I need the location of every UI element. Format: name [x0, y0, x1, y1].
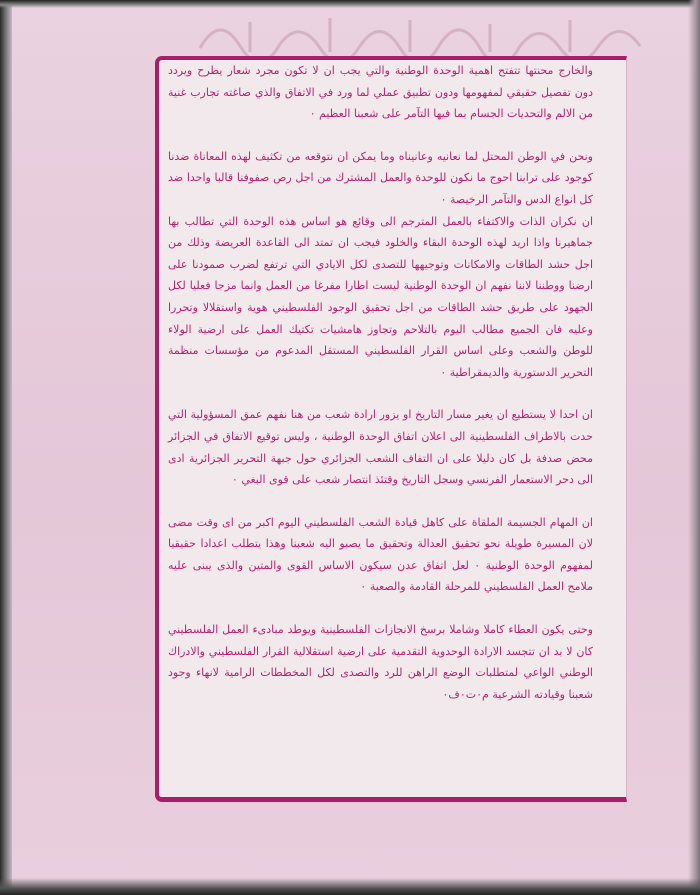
scan-bottom-edge — [0, 878, 700, 895]
article-paragraph-6: وحتى يكون العطاء كاملا وشاملا برسخ الانجازات الفلسطينية ويوطد مبادىء العمل الفلسطيني كان لا بد ان تتجسد الارادة الوحدوية التقدمية على ارضية استقلالية القرار الفلسطيني والادراك الوطني الواعي لمتطلبات الوضع الراهن للرد والتصدى لكل المخططات الرامية لانهاء وجود شعبنا وقيادته الشرعية م٠ت٠ف٠ — [168, 623, 593, 701]
article-paragraph-5: ان المهام الجسيمة الملقاة على كاهل قيادة الشعب الفلسطيني اليوم اكبر من اى وقت مضى لان المسيرة طويلة نحو تحقيق العدالة وتحقيق ما يصبو اليه شعبنا وهذا يتطلب اعدادا حقيقيا لمفهوم الوحدة الوطنية ٠ لعل اتفاق عدن سيكون الاساس القوى والمتين والذى يبنى عليه ملامح العمل الفلسطيني للمرحلة القادمة والصعبة ٠ — [168, 515, 594, 594]
paragraph-spacer — [168, 491, 593, 512]
article-paragraph-2: ونحن في الوطن المحتل لما نعانيه وعانيناه وما يمكن ان نتوقعه من تكثيف لهذه المعاناة ضدنا كوجود على ترابنا احوج ما نكون للوحدة والعمل المشترك من اجل رص صفوفنا قالبا واحدا ضد كل انواع الدس والتآمر الرخيصة ٠ — [168, 149, 593, 206]
article-paragraph-1: والخارج محنتها تتفتح اهمية الوحدة الوطنية والتي يجب ان لا تكون مجرد شعار يطرح ويردد دون تفصيل حقيقي لمفهومها ودون تطبيق عملي لما ورد في الاتفاق والذي صاغته تجارب غنية من الالم والتحديات الجسام بما فيها التآمر على شعبنا العظيم ٠ — [168, 64, 593, 121]
article-body — [168, 60, 593, 795]
paragraph-spacer — [168, 125, 593, 146]
paragraph-spacer — [168, 598, 593, 619]
article-paragraph-3: ان نكران الذات والاكتفاء بالعمل المترجم الى وقائع هو اساس هذه الوحدة التي تطالب بها جماهيرنا واذا اريد لهذه الوحدة البقاء والخلود فيجب ان تمتد الى القاعدة العريضة وذلك من اجل حشد الطاقات والامكانات وتوجيهها للتصدى لكل الايادي التي ترتفع لضرب صمودنا على ارضنا ووطننا لاننا نفهم ان الوحدة الوطنية ليست اطارا مفرغا من العمل وانما مزجا فعليا لكل الجهود على طريق حشد الطاقات من اجل تحقيق الوجود الفلسطيني هوية واستقلالا وتحررا وعليه فان الجميع مطالب اليوم بالتلاحم وتجاوز هامشيات تكتيك العمل على ارضية الولاء للوطن والشعب وعلى اساس القرار الفلسطيني المستقل المدعوم من مؤسسات منظمة التحرير الدستورية والديمقراطية ٠ — [168, 214, 593, 379]
article-paragraph-4: ان احدا لا يستطيع ان يغير مسار التاريخ او يزور ارادة شعب من هنا نفهم عمق المسؤولية التي حدت بالاطراف الفلسطينية الى اعلان اتفاق الوحدة الوطنية ، وليس توقيع الاتفاق في الجزائر محض صدفة بل كان دليلا على ان التفاف الشعب الجزائري حول جبهة التحرير الجزائرية ادى الى دحر الاستعمار الفرنسي وسجل التاريخ وقتئذ انتصار شعب على قوى البغي ٠ — [168, 408, 593, 487]
scan-top-edge — [0, 0, 700, 8]
scan-left-edge — [0, 0, 12, 895]
faded-header-calligraphy — [190, 8, 650, 56]
paragraph-spacer — [168, 383, 593, 404]
scan-right-edge — [688, 0, 700, 895]
